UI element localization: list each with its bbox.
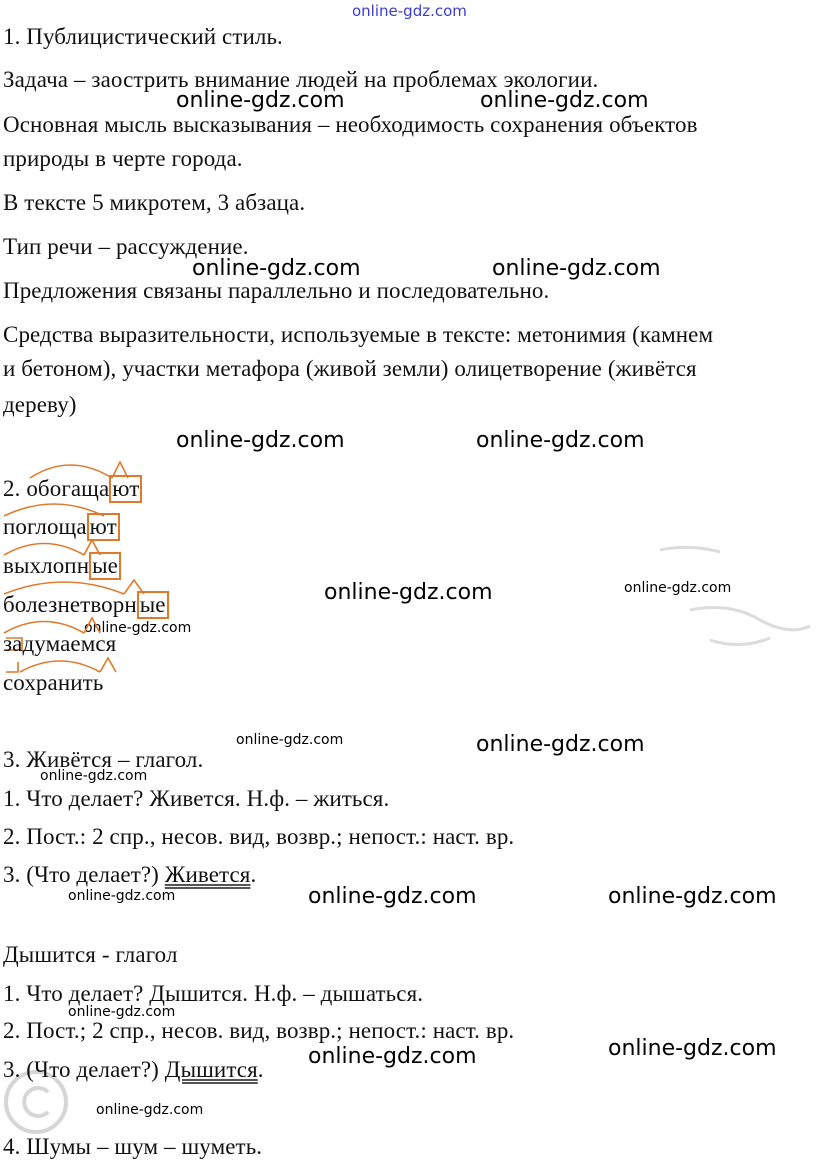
word-stem: задумаем: [3, 631, 96, 656]
section3-title: 3. Живётся – глагол.: [3, 747, 204, 772]
watermark-small: online-gdz.com: [40, 768, 148, 784]
watermark: online-gdz.com: [476, 428, 645, 453]
section1-title: 1. Публицистический стиль.: [3, 24, 283, 49]
watermark: online-gdz.com: [324, 580, 493, 605]
morpheme-word-5: [3, 629, 116, 659]
watermark: online-gdz.com: [308, 884, 477, 909]
section4-line: 4. Шумы – шум – шуметь.: [3, 1134, 263, 1159]
watermark: online-gdz.com: [176, 428, 345, 453]
morpheme-word-3: [3, 551, 121, 581]
watermark: online-gdz.com: [492, 256, 661, 281]
section3b-title: Дышится - глагол: [3, 942, 178, 967]
word-ending: ые: [89, 552, 121, 580]
section3-line3: [3, 860, 256, 890]
predicate-word: Живется: [164, 862, 251, 887]
section1-connection: Предложения связаны параллельно и последовательно.: [3, 278, 550, 303]
watermark: online-gdz.com: [176, 88, 345, 113]
word-postfix: ся: [95, 631, 117, 656]
section1-task: Задача – заострить внимание людей на проблемах экологии.: [3, 67, 599, 92]
section3b-line2: 2. Пост.; 2 спр., несов. вид, возвр.; непост.: наст. вр.: [3, 1018, 515, 1043]
morpheme-word-2: [3, 512, 120, 542]
section1-means-line3: дереву): [3, 392, 77, 417]
word-stem: выхлопн: [3, 553, 90, 578]
watermark-small: online-gdz.com: [68, 888, 176, 904]
watermark-top: online-gdz.com: [352, 2, 467, 20]
word-stem: сохранить: [3, 670, 104, 695]
section1-means-line1: Средства выразительности, используемые в тексте: метонимия (камнем: [3, 322, 714, 347]
section1-microthemes: В тексте 5 микротем, 3 абзаца.: [3, 190, 306, 215]
section3b-line3: [3, 1055, 264, 1085]
watermark: online-gdz.com: [608, 1036, 777, 1061]
faint-scribble: [650, 540, 820, 660]
morpheme-word-4: [3, 590, 169, 620]
section1-main-idea-line2: природы в черте города.: [3, 146, 243, 171]
section3-line1: 1. Что делает? Живется. Н.ф. – житься.: [3, 786, 390, 811]
line-suffix: .: [257, 1057, 264, 1082]
watermark-small: online-gdz.com: [68, 1004, 176, 1020]
watermark-small: online-gdz.com: [236, 732, 344, 748]
watermark: online-gdz.com: [476, 732, 645, 757]
watermark: online-gdz.com: [608, 884, 777, 909]
word-stem: поглоща: [3, 514, 87, 539]
watermark-small: online-gdz.com: [624, 580, 732, 596]
section1-speech-type: Тип речи – рассуждение.: [3, 234, 249, 259]
section2-number: 2.: [3, 476, 21, 501]
predicate-word: Дышится: [164, 1057, 258, 1082]
word-stem: болезнетворн: [3, 592, 137, 617]
word-ending: ют: [87, 513, 120, 541]
watermark: online-gdz.com: [192, 256, 361, 281]
word-ending: ые: [137, 591, 169, 619]
watermark: online-gdz.com: [480, 88, 649, 113]
morpheme-word-1: [3, 474, 142, 504]
word-ending: ют: [109, 475, 142, 503]
section1-main-idea-line1: Основная мысль высказывания – необходимость сохранения объектов: [3, 112, 698, 137]
watermark-small: online-gdz.com: [96, 1102, 204, 1118]
line-suffix: .: [250, 862, 257, 887]
watermark: online-gdz.com: [308, 1044, 477, 1069]
section1-means-line2: и бетоном), участки метафора (живой земли) олицетворение (живётся: [3, 356, 697, 381]
section3b-line1: 1. Что делает? Дышится. Н.ф. – дышаться.: [3, 981, 424, 1006]
watermark-small: online-gdz.com: [84, 620, 192, 636]
line-prefix: 3. (Что делает?): [3, 862, 165, 887]
line-prefix: 3. (Что делает?): [3, 1057, 165, 1082]
word-stem: обогаща: [26, 476, 110, 501]
morpheme-word-6: [3, 668, 103, 698]
section3-line2: 2. Пост.: 2 спр., несов. вид, возвр.; непост.: наст. вр.: [3, 824, 515, 849]
